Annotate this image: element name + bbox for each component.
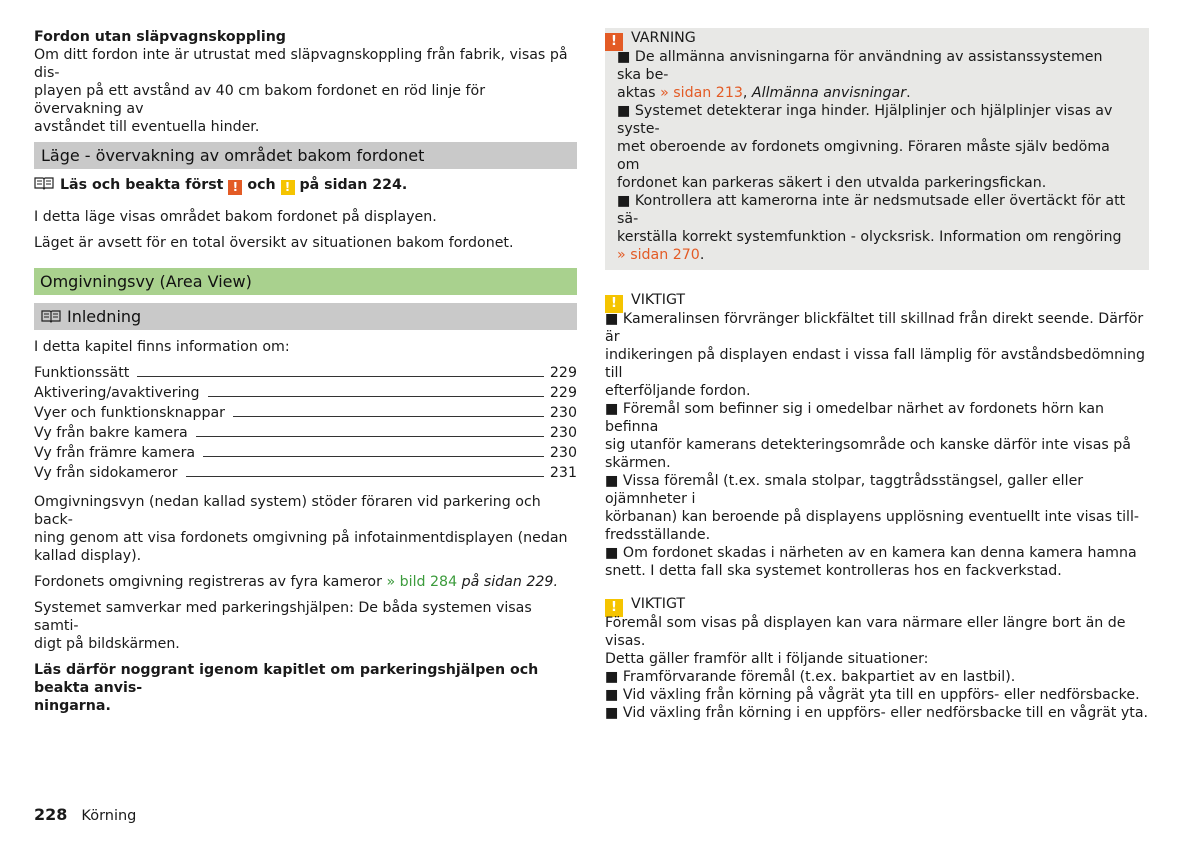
toc-entry[interactable] [34,424,577,444]
caution-icon: ! [281,180,295,195]
warning-item: ■ De allmänna anvisningarna för användning av assistanssystemen ska be- aktas » sidan 213, Allmänna anvisningar. [617,49,1103,101]
warning-heading [605,28,1149,48]
caution-item: ■ Vid växling från körning i en uppförs- eller nedförsbacke till en vågrät yta. [605,705,1149,721]
book-icon [41,309,61,323]
page-link[interactable]: » sidan 270 [617,247,700,263]
warning-icon: ! [228,180,242,195]
page-number: 228 [34,805,68,824]
para-mode-display: I detta läge visas området bakom fordonet på displayen. [34,209,437,225]
chapter-name: Körning [81,808,137,824]
warning-item-sep: , [742,85,752,101]
caution-box [605,290,1149,580]
subsection-heading-intro-label: Inledning [67,307,142,326]
caution-item-text: Framförvarande föremål (t.ex. bakpartiet av en lastbil). [622,669,1016,685]
toc-label: Vy från sidokameror [34,465,178,481]
caution-intro: Föremål som visas på displayen kan vara närmare eller längre bort än de visas. Detta gäller framför allt i följande situationer: [605,615,1126,667]
para-park-assist: Systemet samverkar med parkeringshjälpen: De båda systemen visas samti- digt på bildskärmen. [34,600,532,652]
toc-leader [196,436,544,437]
caution-item: ■ Om fordonet skadas i närheten av en kamera kan denna kamera hamna snett. I detta fall ska systemet kontrolleras hos en fackverkstad. [605,545,1137,579]
read-first-post: på sidan 224. [299,177,408,193]
figure-link[interactable]: » bild 284 [386,574,458,590]
toc-page: 230 [549,425,577,441]
para-mode-purpose: Läget är avsett för en total översikt av situationen bakom fordonet. [34,235,514,251]
caution-item: ■ Föremål som befinner sig i omedelbar närhet av fordonets hörn kan befinna sig utanför kamerans detekteringsområde och kanske därför inte visas på skärmen. [605,401,1131,471]
warning-item: ■ Kontrollera att kamerorna inte är nedsmutsade eller övertäckt för att sä- kerställa korrekt systemfunktion - olycksrisk. Information om rengöring » sidan 270. [617,193,1126,263]
caution-item-text: Föremål som befinner sig i omedelbar närhet av fordonets hörn kan befinna sig utanför kamerans detekteringsområde och kanske därför inte visas på skärmen. [605,401,1131,471]
caution-title: VIKTIGT [631,292,686,308]
toc-label: Aktivering/avaktivering [34,385,200,401]
caution-box [605,594,1149,722]
caution-item-text: Vid växling från körning i en uppförs- eller nedförsbacke till en vågrät yta. [622,705,1149,721]
warning-icon: ! [605,33,623,51]
toc-leader [186,476,544,477]
toc-label: Vy från främre kamera [34,445,196,461]
book-icon [34,176,54,190]
section-heading-area-view [34,268,577,295]
caution-item-text: Kameralinsen förvränger blickfältet till skillnad från direkt seende. Därför är indikeringen på displayen endast i vissa fall lämplig för avståndsbedömning till efterföljande fordon. [605,311,1146,399]
warning-item-text: De allmänna anvisningarna för användning av assistanssystemen ska be- aktas [617,49,1103,101]
toc-label: Funktionssätt [34,365,130,381]
caution-item: ■ Vid växling från körning på vågrät yta till en uppförs- eller nedförsbacke. [605,687,1140,703]
toc-entry[interactable] [34,384,577,404]
warning-body [605,48,1149,264]
toc-page: 229 [549,365,577,381]
chapter-intro: I detta kapitel finns information om: [34,339,290,355]
warning-item-end: . [699,247,705,263]
para-read-carefully: Läs därför noggrant igenom kapitlet om parkeringshjälpen och beakta anvis- ningarna. [34,662,539,714]
intro-text: Om ditt fordon inte är utrustat med släpvagnskoppling från fabrik, visas på dis- playen på ett avstånd av 40 cm bakom fordonet en röd linje för övervakning av avståndet till eventuella hinder. [34,47,568,135]
warning-item-end: . [906,85,911,101]
toc-label: Vy från bakre kamera [34,425,188,441]
toc-list [34,364,577,484]
caution-heading [605,594,1149,614]
para-cameras [34,573,577,591]
toc-label: Vyer och funktionsknappar [34,405,225,421]
subsection-heading-intro [34,303,577,330]
caution-item: ■ Kameralinsen förvränger blickfältet till skillnad från direkt seende. Därför är indikeringen på displayen endast i vissa fall lämplig för avståndsbedömning till efterföljande fordon. [605,311,1146,399]
toc-leader [203,456,544,457]
para-system-description: Omgivningsvyn (nedan kallad system) stöder föraren vid parkering och back- ning genom att visa fordonets omgivning på infotainmentdisplayen (nedan kallad display). [34,494,568,564]
intro-title: Fordon utan släpvagnskoppling [34,29,286,45]
toc-leader [208,396,544,397]
page-footer [34,805,136,824]
caution-item: ■ Framförvarande föremål (t.ex. bakpartiet av en lastbil). [605,669,1016,685]
para-cameras-post: på sidan 229. [457,574,558,590]
read-first-note [34,176,577,196]
page-link[interactable]: » sidan 213 [660,85,743,101]
toc-entry[interactable] [34,464,577,484]
right-column [605,28,1149,722]
caution-icon: ! [605,599,623,617]
toc-page: 229 [549,385,577,401]
toc-entry[interactable] [34,364,577,384]
caution-icon: ! [605,295,623,313]
toc-entry[interactable] [34,444,577,464]
toc-page: 231 [549,465,577,481]
toc-leader [233,416,544,417]
warning-item-text: Kontrollera att kamerorna inte är nedsmutsade eller övertäckt för att sä- kerställa korrekt systemfunktion - olycksrisk. Information om rengöring [617,193,1126,245]
caution-item-text: Om fordonet skadas i närheten av en kamera kan denna kamera hamna snett. I detta fall ska systemet kontrolleras hos en fackverkstad. [605,545,1137,579]
toc-leader [137,376,544,377]
section-heading-area-view-label: Omgivningsvy (Area View) [40,272,252,291]
para-cameras-pre: Fordonets omgivning registreras av fyra kameror [34,574,387,590]
toc-page: 230 [549,445,577,461]
left-column [34,28,577,715]
read-first-pre: Läs och beakta först [60,177,224,193]
warning-item-text: Systemet detekterar inga hinder. Hjälplinjer och hjälplinjer visas av syste- met oberoende av fordonets omgivning. Föraren måste själv bedöma om fordonet kan parkeras säkert i den utvalda parkeringsfickan. [617,103,1113,191]
caution-item-text: Vid växling från körning på vågrät yta till en uppförs- eller nedförsbacke. [622,687,1140,703]
read-first-mid: och [247,177,276,193]
warning-box [605,28,1149,270]
toc-entry[interactable] [34,404,577,424]
caution-item-text: Vissa föremål (t.ex. smala stolpar, taggtrådsstängsel, galler eller ojämnheter i körbanan) kan beroende på displayens upplösning eventuellt inte visas till- fredsställande. [605,473,1140,543]
caution-heading [605,290,1149,310]
toc-page: 230 [549,405,577,421]
section-heading-rear-view-label: Läge - övervakning av området bakom fordonet [41,146,425,165]
warning-title: VARNING [631,30,696,46]
caution-item: ■ Vissa föremål (t.ex. smala stolpar, taggtrådsstängsel, galler eller ojämnheter i körbanan) kan beroende på displayens upplösning eventuellt inte visas till- fredsställande. [605,473,1140,543]
warning-item-ref: Allmänna anvisningar [751,85,907,101]
warning-item: ■ Systemet detekterar inga hinder. Hjälplinjer och hjälplinjer visas av syste- met oberoende av fordonets omgivning. Föraren måste själv bedöma om fordonet kan parkeras säkert i den utvalda parkeringsfickan. [617,103,1113,191]
caution-title: VIKTIGT [631,596,686,612]
section-heading-rear-view [34,142,577,169]
